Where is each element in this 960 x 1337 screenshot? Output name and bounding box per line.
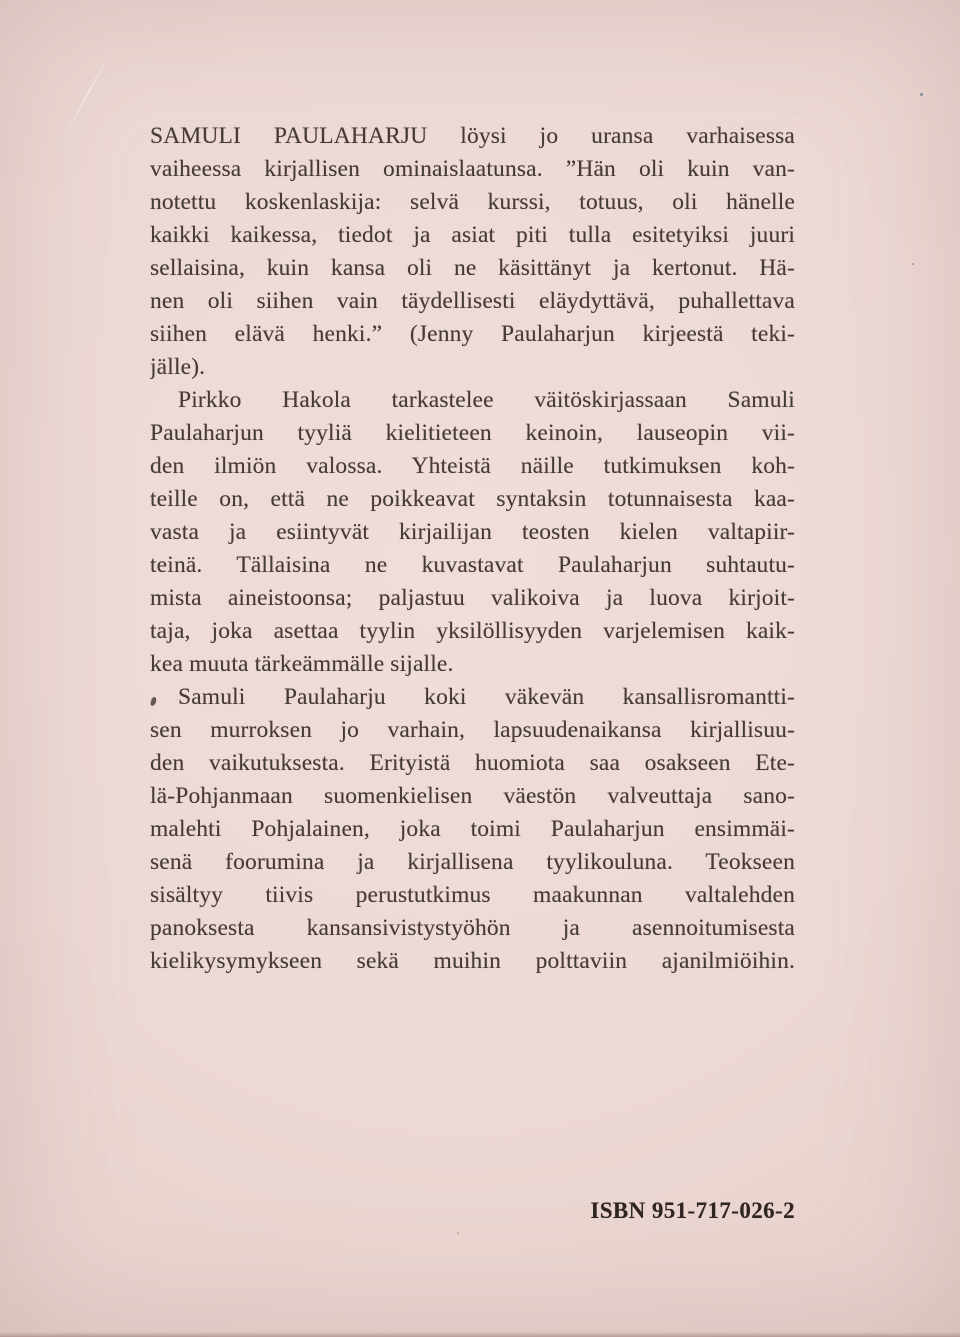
- paragraph-quote: [150, 120, 795, 384]
- text-line: sisältyy tiivis perustutkimus maakunnan valtalehden: [150, 882, 795, 908]
- paragraph-dissertation: [150, 384, 795, 681]
- text-line: teinä. Tällaisina ne kuvastavat Paulaharjun suhtautu-: [150, 552, 795, 578]
- blurb-text-block: [150, 120, 795, 978]
- text-line: SAMULI PAULAHARJU löysi jo uransa varhaisessa: [150, 123, 795, 149]
- dust-speck: [920, 93, 923, 96]
- text-line: kielikysymykseen sekä muihin polttaviin ajanilmiöihin.: [150, 948, 795, 974]
- text-line: taja, joka asettaa tyylin yksilöllisyyden varjelemisen kaik-: [150, 618, 795, 644]
- dust-speck: [912, 263, 914, 265]
- text-line: nen oli siihen vain täydellisesti eläydyttävä, puhallettava: [150, 288, 795, 314]
- isbn-label: ISBN 951-717-026-2: [590, 1198, 795, 1223]
- text-line: lä-Pohjanmaan suomenkielisen väestön valveuttaja sano-: [150, 783, 795, 809]
- text-line: senä foorumina ja kirjallisena tyylikouluna. Teokseen: [150, 849, 795, 875]
- text-line: den vaikutuksesta. Erityistä huomiota saa osakseen Ete-: [150, 750, 795, 776]
- text-line: malehti Pohjalainen, joka toimi Paulaharjun ensimmäi-: [150, 816, 795, 842]
- paragraph-background: [150, 681, 795, 978]
- text-line: jälle).: [150, 354, 206, 380]
- text-line: den ilmiön valossa. Yhteistä näille tutkimuksen koh-: [150, 453, 795, 479]
- dust-speck: [457, 1232, 459, 1234]
- text-line: mista aineistoonsa; paljastuu valikoiva ja luova kirjoit-: [150, 585, 795, 611]
- paper-scratch: [66, 50, 111, 134]
- text-line: notettu koskenlaskija: selvä kurssi, totuus, oli hänelle: [150, 189, 795, 215]
- text-line: sellaisina, kuin kansa oli ne käsittänyt ja kertonut. Hä-: [150, 255, 795, 281]
- text-line: sen murroksen jo varhain, lapsuudenaikansa kirjallisuu-: [150, 717, 795, 743]
- text-line: vasta ja esiintyvät kirjailijan teosten kielen valtapiir-: [150, 519, 795, 545]
- text-line: teille on, että ne poikkeavat syntaksin totunnaisesta kaa-: [150, 486, 795, 512]
- text-line: kea muuta tärkeämmälle sijalle.: [150, 651, 454, 677]
- text-line: Samuli Paulaharju koki väkevän kansallisromantti-: [178, 684, 795, 710]
- text-line: Paulaharjun tyyliä kielitieteen keinoin, lauseopin vii-: [150, 420, 795, 446]
- text-line: Pirkko Hakola tarkastelee väitöskirjassaan Samuli: [178, 387, 795, 413]
- text-line: kaikki kaikessa, tiedot ja asiat piti tulla esitetyiksi juuri: [150, 222, 795, 248]
- text-line: panoksesta kansansivistystyöhön ja asennoitumisesta: [150, 915, 795, 941]
- text-line: vaiheessa kirjallisen ominaislaatunsa. ”Hän oli kuin van-: [150, 156, 795, 182]
- cover-bottom-edge: [0, 1332, 960, 1337]
- text-line: siihen elävä henki.” (Jenny Paulaharjun kirjeestä teki-: [150, 321, 795, 347]
